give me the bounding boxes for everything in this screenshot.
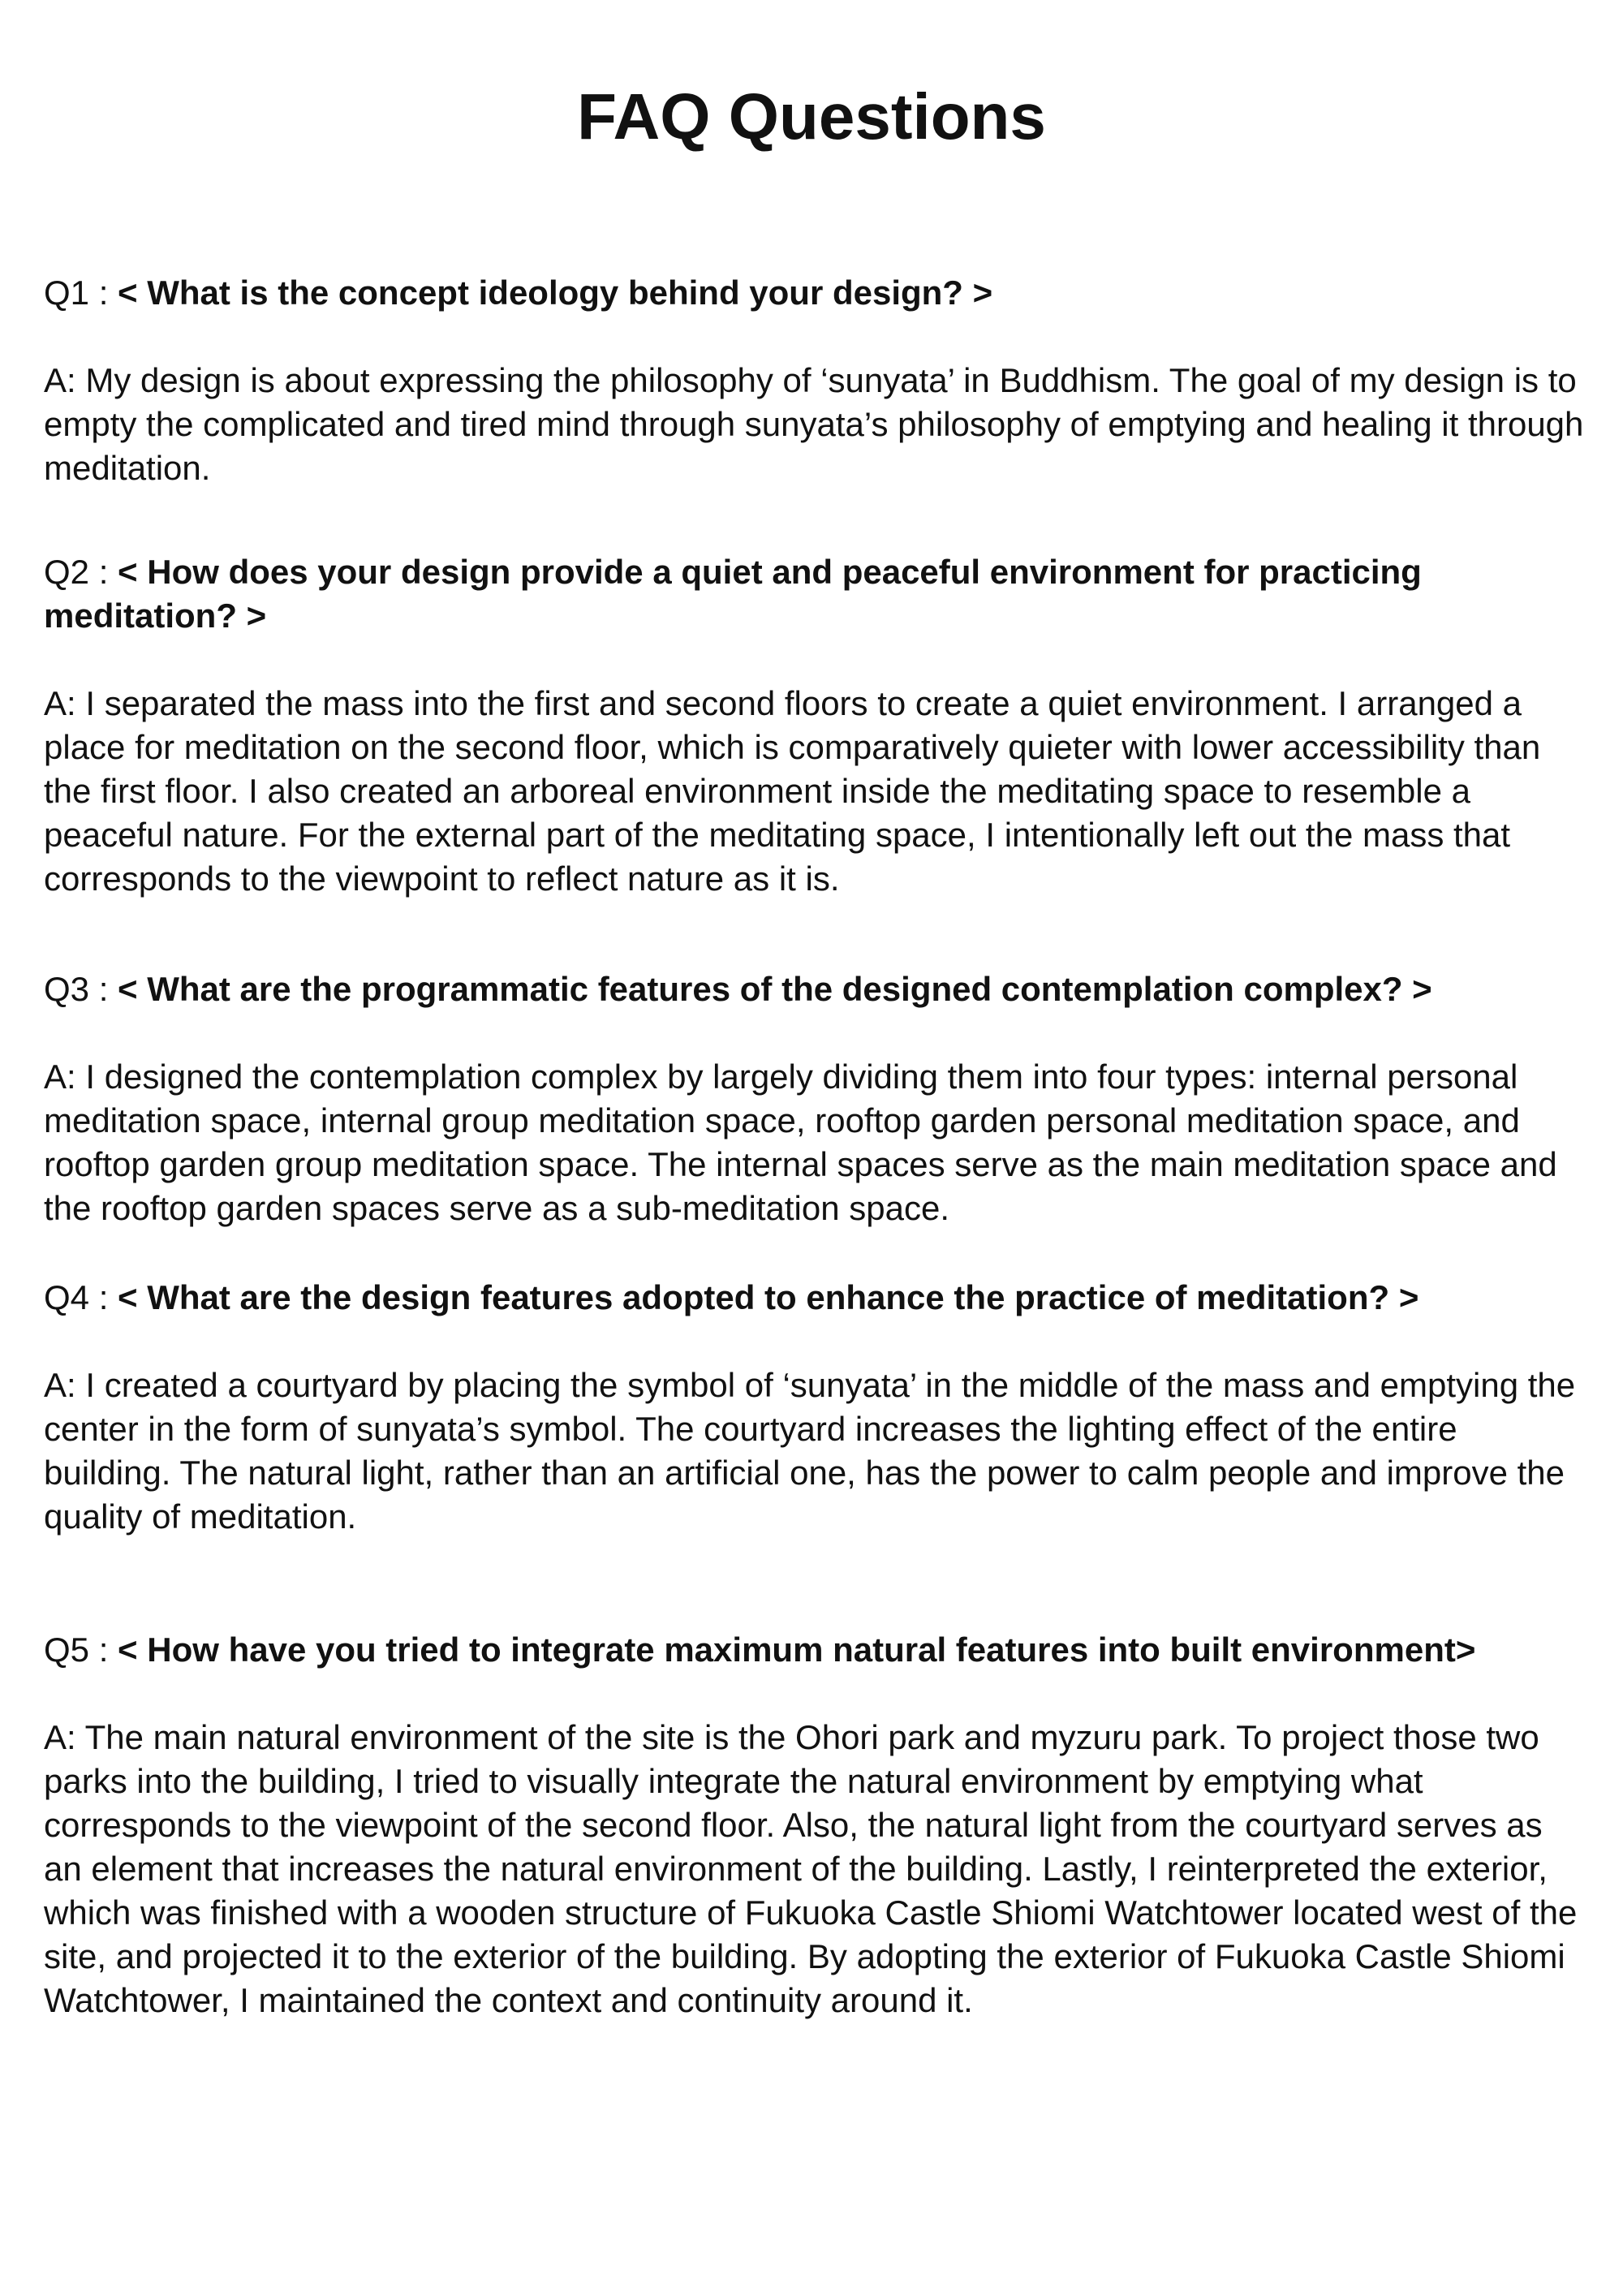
question-text: < How does your design provide a quiet and peaceful environment for practicing meditation? > [44,553,1422,635]
faq-item-q5 [44,1628,1586,2022]
faq-question [44,1628,1586,1672]
faq-item-q3 [44,967,1586,1230]
faq-answer: A: I designed the contemplation complex by largely dividing them into four types: internal personal meditation space, internal group meditation space, rooftop garden personal meditation space, and rooftop garden group meditation space. The internal spaces serve as the main meditation space and the rooftop garden spaces serve as a sub-meditation space. [44,1058,1557,1227]
question-text: < How have you tried to integrate maximum natural features into built environment> [118,1630,1476,1669]
faq-question [44,1276,1586,1320]
faq-question [44,550,1586,638]
faq-answer: A: The main natural environment of the site is the Ohori park and myzuru park. To project those two parks into the building, I tried to visually integrate the natural environment by emptying what corresponds to the viewpoint of the second floor. Also, the natural light from the courtyard serves as an element that increases the natural environment of the building. Lastly, I reinterpreted the exterior, which was finished with a wooden structure of Fukuoka Castle Shiomi Watchtower located west of the site, and projected it to the exterior of the building. By adopting the exterior of Fukuoka Castle Shiomi Watchtower, I maintained the context and continuity around it. [44,1718,1578,2019]
faq-item-q4 [44,1276,1586,1539]
faq-question [44,271,1586,315]
page-title: FAQ Questions [577,80,1046,153]
question-number: Q5 : [44,1630,118,1669]
faq-answer: A: I created a courtyard by placing the symbol of ‘sunyata’ in the middle of the mass and emptying the center in the form of sunyata’s symbol. The courtyard increases the lighting effect of the entire building. The natural light, rather than an artificial one, has the power to calm people and improve the quality of meditation. [44,1366,1576,1536]
question-text: < What are the design features adopted to enhance the practice of meditation? > [118,1278,1419,1316]
question-number: Q3 : [44,970,118,1008]
question-number: Q2 : [44,553,118,591]
faq-item-q2 [44,550,1586,901]
question-number: Q1 : [44,274,118,312]
question-text: < What is the concept ideology behind your design? > [118,274,993,312]
faq-answer: A: I separated the mass into the first and second floors to create a quiet environment. I arranged a place for meditation on the second floor, which is comparatively quieter with lower accessibility than the first floor. I also created an arboreal environment inside the meditating space to resemble a peaceful nature. For the external part of the meditating space, I intentionally left out the mass that corresponds to the viewpoint to reflect nature as it is. [44,684,1541,898]
question-number: Q4 : [44,1278,118,1316]
faq-item-q1 [44,271,1586,490]
question-text: < What are the programmatic features of the designed contemplation complex? > [118,970,1432,1008]
faq-question [44,967,1586,1011]
faq-answer: A: My design is about expressing the philosophy of ‘sunyata’ in Buddhism. The goal of my design is to empty the complicated and tired mind through sunyata’s philosophy of emptying and healing it through meditation. [44,361,1584,487]
